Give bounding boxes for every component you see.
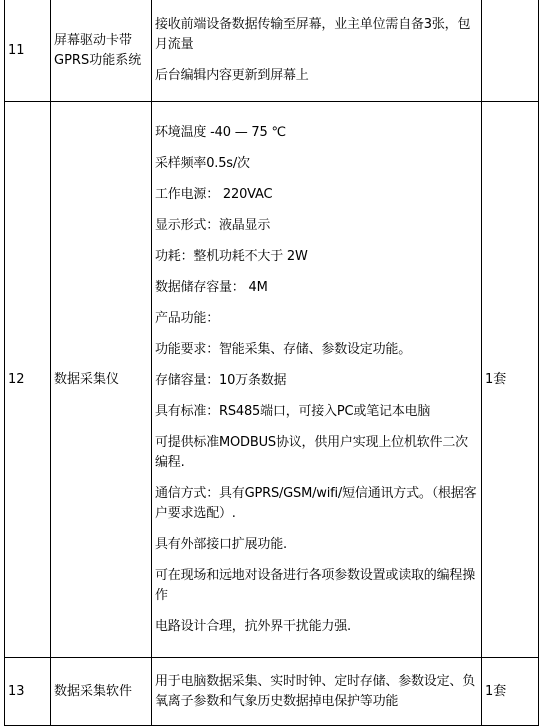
description-line: 数据储存容量： 4M [155, 279, 268, 295]
description-line: 可提供标准MODBUS协议，供用户实现上位机软件二次编程. [155, 434, 468, 470]
description-line: 通信方式：具有GPRS/GSM/wifi/短信通讯方式。（根据客户要求选配）. [155, 485, 477, 521]
description-line: 具有外部接口扩展功能. [155, 536, 287, 552]
spec-table [4, 0, 539, 726]
description-line: 产品功能： [155, 310, 220, 326]
description-line: 显示形式：液晶显示 [155, 217, 271, 233]
table-row [5, 0, 539, 102]
description-line: 功耗：整机功耗不大于 2W [155, 248, 308, 264]
description-line: 环境温度 -40 — 75 ℃ [155, 124, 286, 140]
description-line: 功能要求：智能采集、存储、参数设定功能。 [155, 341, 412, 357]
description-line: 工作电源： 220VAC [155, 186, 273, 202]
item-name: 数据采集仪 [51, 102, 152, 658]
item-description [152, 102, 482, 658]
item-description [152, 658, 482, 726]
table-row [5, 658, 539, 726]
description-line: 采样频率0.5s/次 [155, 155, 250, 171]
description-line: 用于电脑数据采集、实时时钟、定时存储、参数设定、负氧离子参数和气象历史数据掉电保护等功能 [155, 673, 476, 709]
row-number: 13 [5, 658, 51, 726]
item-name: 屏幕驱动卡带GPRS功能系统 [51, 0, 152, 102]
description-line: 接收前端设备数据传输至屏幕，业主单位需自备3张，包月流量 [155, 17, 471, 52]
item-quantity: 1套 [482, 102, 539, 658]
description-line: 后台编辑内容更新到屏幕上 [155, 68, 309, 83]
item-name: 数据采集软件 [51, 658, 152, 726]
item-quantity: 1套 [482, 658, 539, 726]
item-description [152, 0, 482, 102]
item-quantity [482, 0, 539, 102]
description-line: 具有标准：RS485端口，可接入PC或笔记本电脑 [155, 403, 431, 419]
description-line: 可在现场和远地对设备进行各项参数设置或读取的编程操作 [155, 567, 476, 603]
row-number: 12 [5, 102, 51, 658]
description-line: 存储容量：10万条数据 [155, 372, 287, 388]
table-row [5, 102, 539, 658]
description-line: 电路设计合理，抗外界干扰能力强. [155, 618, 351, 634]
row-number: 11 [5, 0, 51, 102]
